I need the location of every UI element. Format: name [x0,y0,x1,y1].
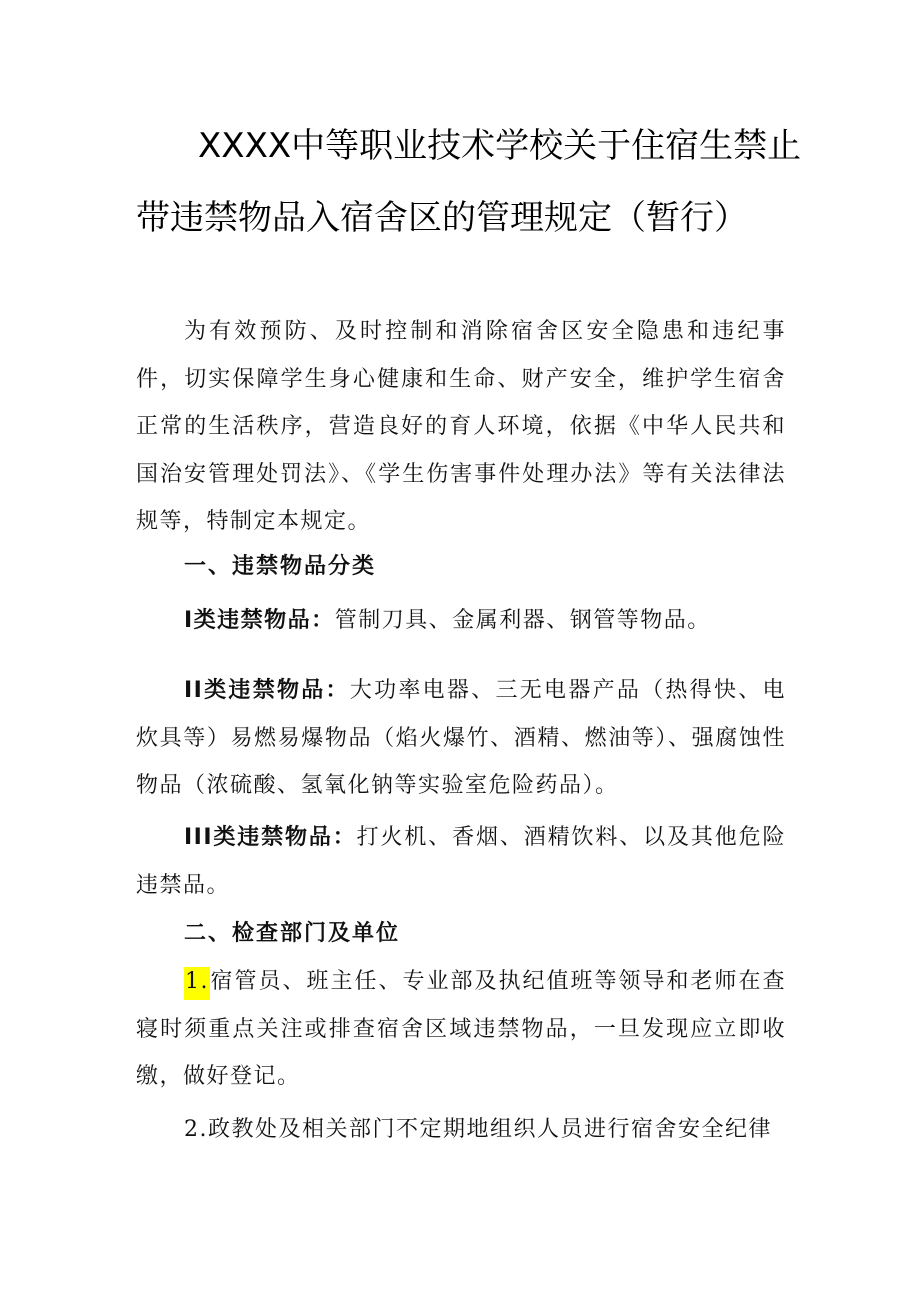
category-3-label: III类违禁物品： [184,825,357,850]
document-title-line-2: 带违禁物品入宿舍区的管理规定（暂行） [136,198,748,238]
category-1-item [136,597,786,645]
section-2-heading: 二、检查部门及单位 [184,921,401,946]
item-2-number: 2 [184,1117,200,1142]
category-2-item [136,667,786,810]
category-1-text: 管制刀具、金属利器、钢管等物品。 [334,608,711,633]
section-1-heading: 一、违禁物品分类 [184,554,377,579]
category-1-label: I类违禁物品： [184,608,335,633]
category-3-text: 打火机、香烟、酒精饮料、以及其他危险违禁品。 [136,825,786,898]
document-title-line-1: XXXX中等职业技术学校关于住宿生禁止 [198,126,802,166]
category-2-label: II类违禁物品： [184,678,350,703]
intro-paragraph: 为有效预防、及时控制和消除宿舍区安全隐患和违纪事件，切实保障学生身心健康和生命、财产安全，维护学生宿舍正常的生活秩序，营造良好的育人环境，依据《中华人民共和国治安管理处罚法》、《学生伤害事件处理办法》等有关法律法规等，特制定本规定。 [136,319,786,534]
category-2-text: 大功率电器、三无电器产品（热得快、电炊具等）易燃易爆物品（焰火爆竹、酒精、燃油等）、强腐蚀性物品（浓硫酸、氢氧化钠等实验室危险药品）。 [136,678,786,798]
item-2-text: .政教处及相关部门不定期地组织人员进行宿舍安全纪律 [199,1117,772,1142]
item-1-number-highlight: 1. [184,967,210,1000]
category-3-item [136,814,786,909]
section-2-item-2 [136,1106,786,1154]
item-1-text: 宿管员、班主任、专业部及执纪值班等领导和老师在查寝时须重点关注或排查宿舍区域违禁物品，一旦发现应立即收缴，做好登记。 [136,969,786,1089]
section-2-item-1 [136,958,786,1101]
